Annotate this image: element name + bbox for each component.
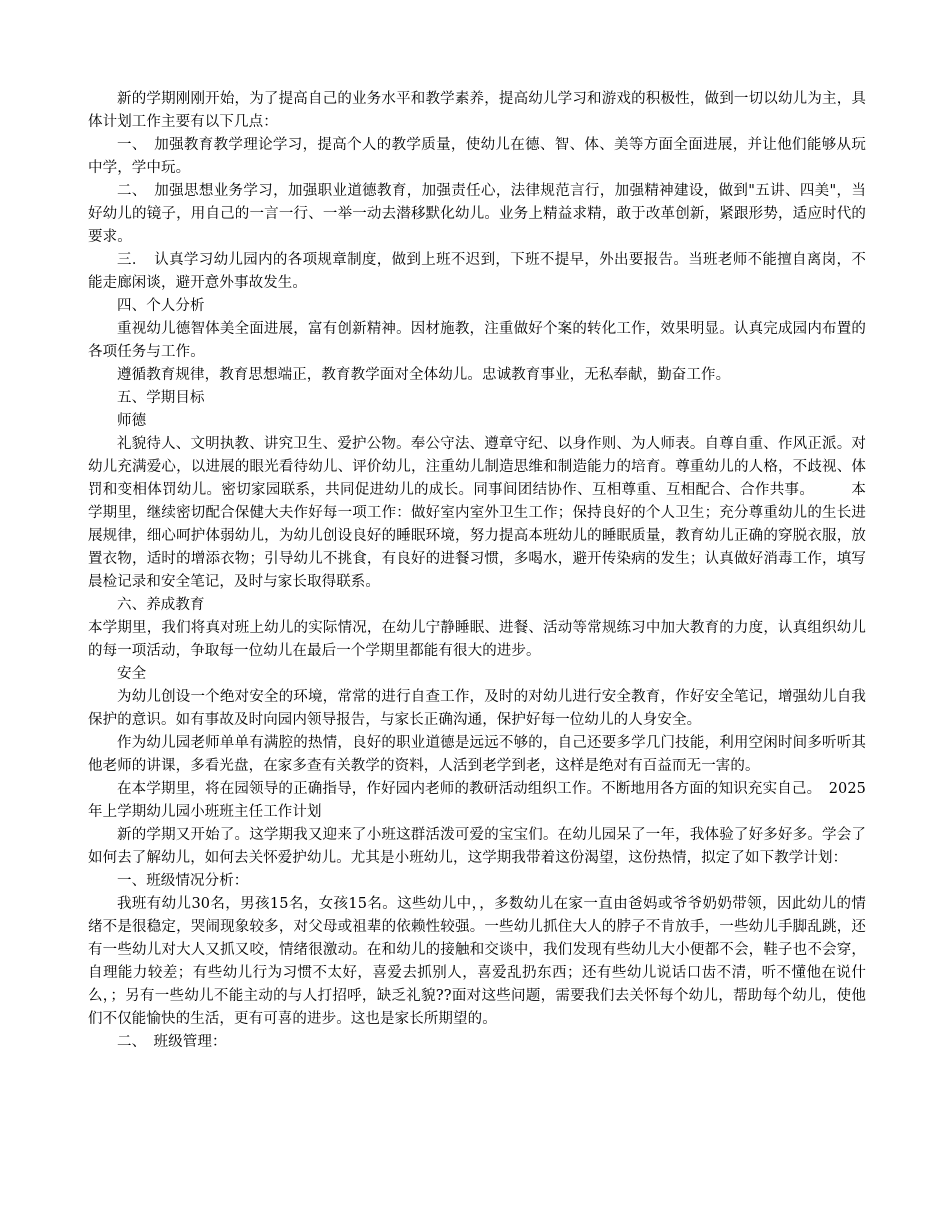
paragraph: 为幼儿创设一个绝对安全的环境，常常的进行自查工作，及时的对幼儿进行安全教育，作好安全笔记，增强幼儿自我保护的意识。如有事故及时向园内领导报告，与家长正确沟通，保护好每一位幼儿的人身安全。 bbox=[88, 689, 866, 728]
paragraph: 遵循教育规律，教育思想端正，教育教学面对全体幼儿。忠诚教育事业，无私奉献，勤奋工作。 bbox=[117, 367, 731, 383]
section-heading: 二、 班级管理： bbox=[117, 1034, 227, 1050]
section-heading: 一、班级情况分析： bbox=[117, 873, 249, 889]
paragraph: 新的学期又开始了。这学期我又迎来了小班这群活泼可爱的宝宝们。在幼儿园呆了一年，我体验了好多好多。学会了如何去了解幼儿，如何去关怀爱护幼儿。尤其是小班幼儿，这学期我带着这份渴望，这份热情，拟定了如下教学计划： bbox=[88, 827, 866, 866]
paragraph: 礼貌待人、文明执教、讲究卫生、爱护公物。奉公守法、遵章守纪、以身作则、为人师表。自尊自重、作风正派。对幼儿充满爱心，以进展的眼光看待幼儿、评价幼儿，注重幼儿制造思维和制造能力的培育。尊重幼儿的人格，不歧视、体罚和变相体罚幼儿。密切家园联系，共同促进幼儿的成长。同事间团结协作、互相尊重、互相配合、合作共事。 本学期里，继续密切配合保健大夫作好每一项工作：做好室内室外卫生工作；保持良好的个人卫生；充分尊重幼儿的生长进展规律，细心呵护体弱幼儿，为幼儿创设良好的睡眠环境，努力提高本班幼儿的睡眠质量，教育幼儿正确的穿脱衣服，放置衣物，适时的增添衣物；引导幼儿不挑食，有良好的进餐习惯，多喝水，避开传染病的发生；认真做好消毒工作，填写晨检记录和安全笔记，及时与家长取得联系。 bbox=[88, 436, 866, 590]
paragraph: 一、 加强教育教学理论学习，提高个人的教学质量，使幼儿在德、智、体、美等方面全面进展，并让他们能够从玩中学，学中玩。 bbox=[88, 137, 866, 176]
paragraph: 作为幼儿园老师单单有满腔的热情，良好的职业道德是远远不够的，自己还要多学几门技能，利用空闲时间多听听其他老师的讲课，多看光盘，在家多查有关教学的资料，人活到老学到老，这样是绝对有百益而无一害的。 bbox=[88, 735, 866, 774]
paragraph: 我班有幼儿30名，男孩15名，女孩15名。这些幼儿中，，多数幼儿在家一直由爸妈或爷爷奶奶带领，因此幼儿的情绪不是很稳定，哭闹现象较多，对父母或祖辈的依赖性较强。一些幼儿抓住大人的脖子不肯放手，一些幼儿手脚乱跳，还有一些幼儿对大人又抓又咬，情绪很激动。在和幼儿的接触和交谈中，我们发现有些幼儿大小便都不会，鞋子也不会穿，自理能力较差；有些幼儿行为习惯不太好，喜爱去抓别人，喜爱乱扔东西；还有些幼儿说话口齿不清，听不懂他在说什么，；另有一些幼儿不能主动的与人打招呼，缺乏礼貌??面对这些问题，需要我们去关怀每个幼儿，帮助每个幼儿，使他们不仅能愉快的生活，更有可喜的进步。这也是家长所期望的。 bbox=[88, 896, 866, 1027]
paragraph: 在本学期里，将在园领导的正确指导，作好园内老师的教研活动组织工作。不断地用各方面的知识充实自己。 2025年上学期幼儿园小班班主任工作计划 bbox=[88, 781, 866, 820]
section-heading: 五、学期目标 bbox=[117, 390, 205, 406]
section-heading: 四、个人分析 bbox=[117, 298, 205, 314]
paragraph: 二、 加强思想业务学习，加强职业道德教育，加强责任心，法律规范言行，加强精神建设，做到"五讲、四美"，当好幼儿的镜子，用自己的一言一行、一举一动去潜移默化幼儿。业务上精益求精，敢于改革创新，紧跟形势，适应时代的要求。 bbox=[88, 183, 866, 245]
paragraph: 新的学期刚刚开始，为了提高自己的业务水平和教学素养，提高幼儿学习和游戏的积极性，做到一切以幼儿为主，具体计划工作主要有以下几点： bbox=[88, 91, 866, 130]
section-heading: 六、养成教育 bbox=[117, 597, 205, 613]
subsection-heading: 师德 bbox=[117, 413, 147, 429]
paragraph: 本学期里，我们将真对班上幼儿的实际情况，在幼儿宁静睡眠、进餐、活动等常规练习中加大教育的力度，认真组织幼儿的每一项活动，争取每一位幼儿在最后一个学期里都能有很大的进步。 bbox=[88, 620, 866, 659]
document-body bbox=[88, 88, 866, 1054]
paragraph: 重视幼儿德智体美全面进展，富有创新精神。因材施教，注重做好个案的转化工作，效果明显。认真完成园内布置的各项任务与工作。 bbox=[88, 321, 866, 360]
paragraph: 三． 认真学习幼儿园内的各项规章制度，做到上班不迟到，下班不提早，外出要报告。当班老师不能擅自离岗，不能走廊闲谈，避开意外事故发生。 bbox=[88, 252, 866, 291]
subsection-heading: 安全 bbox=[117, 666, 147, 682]
